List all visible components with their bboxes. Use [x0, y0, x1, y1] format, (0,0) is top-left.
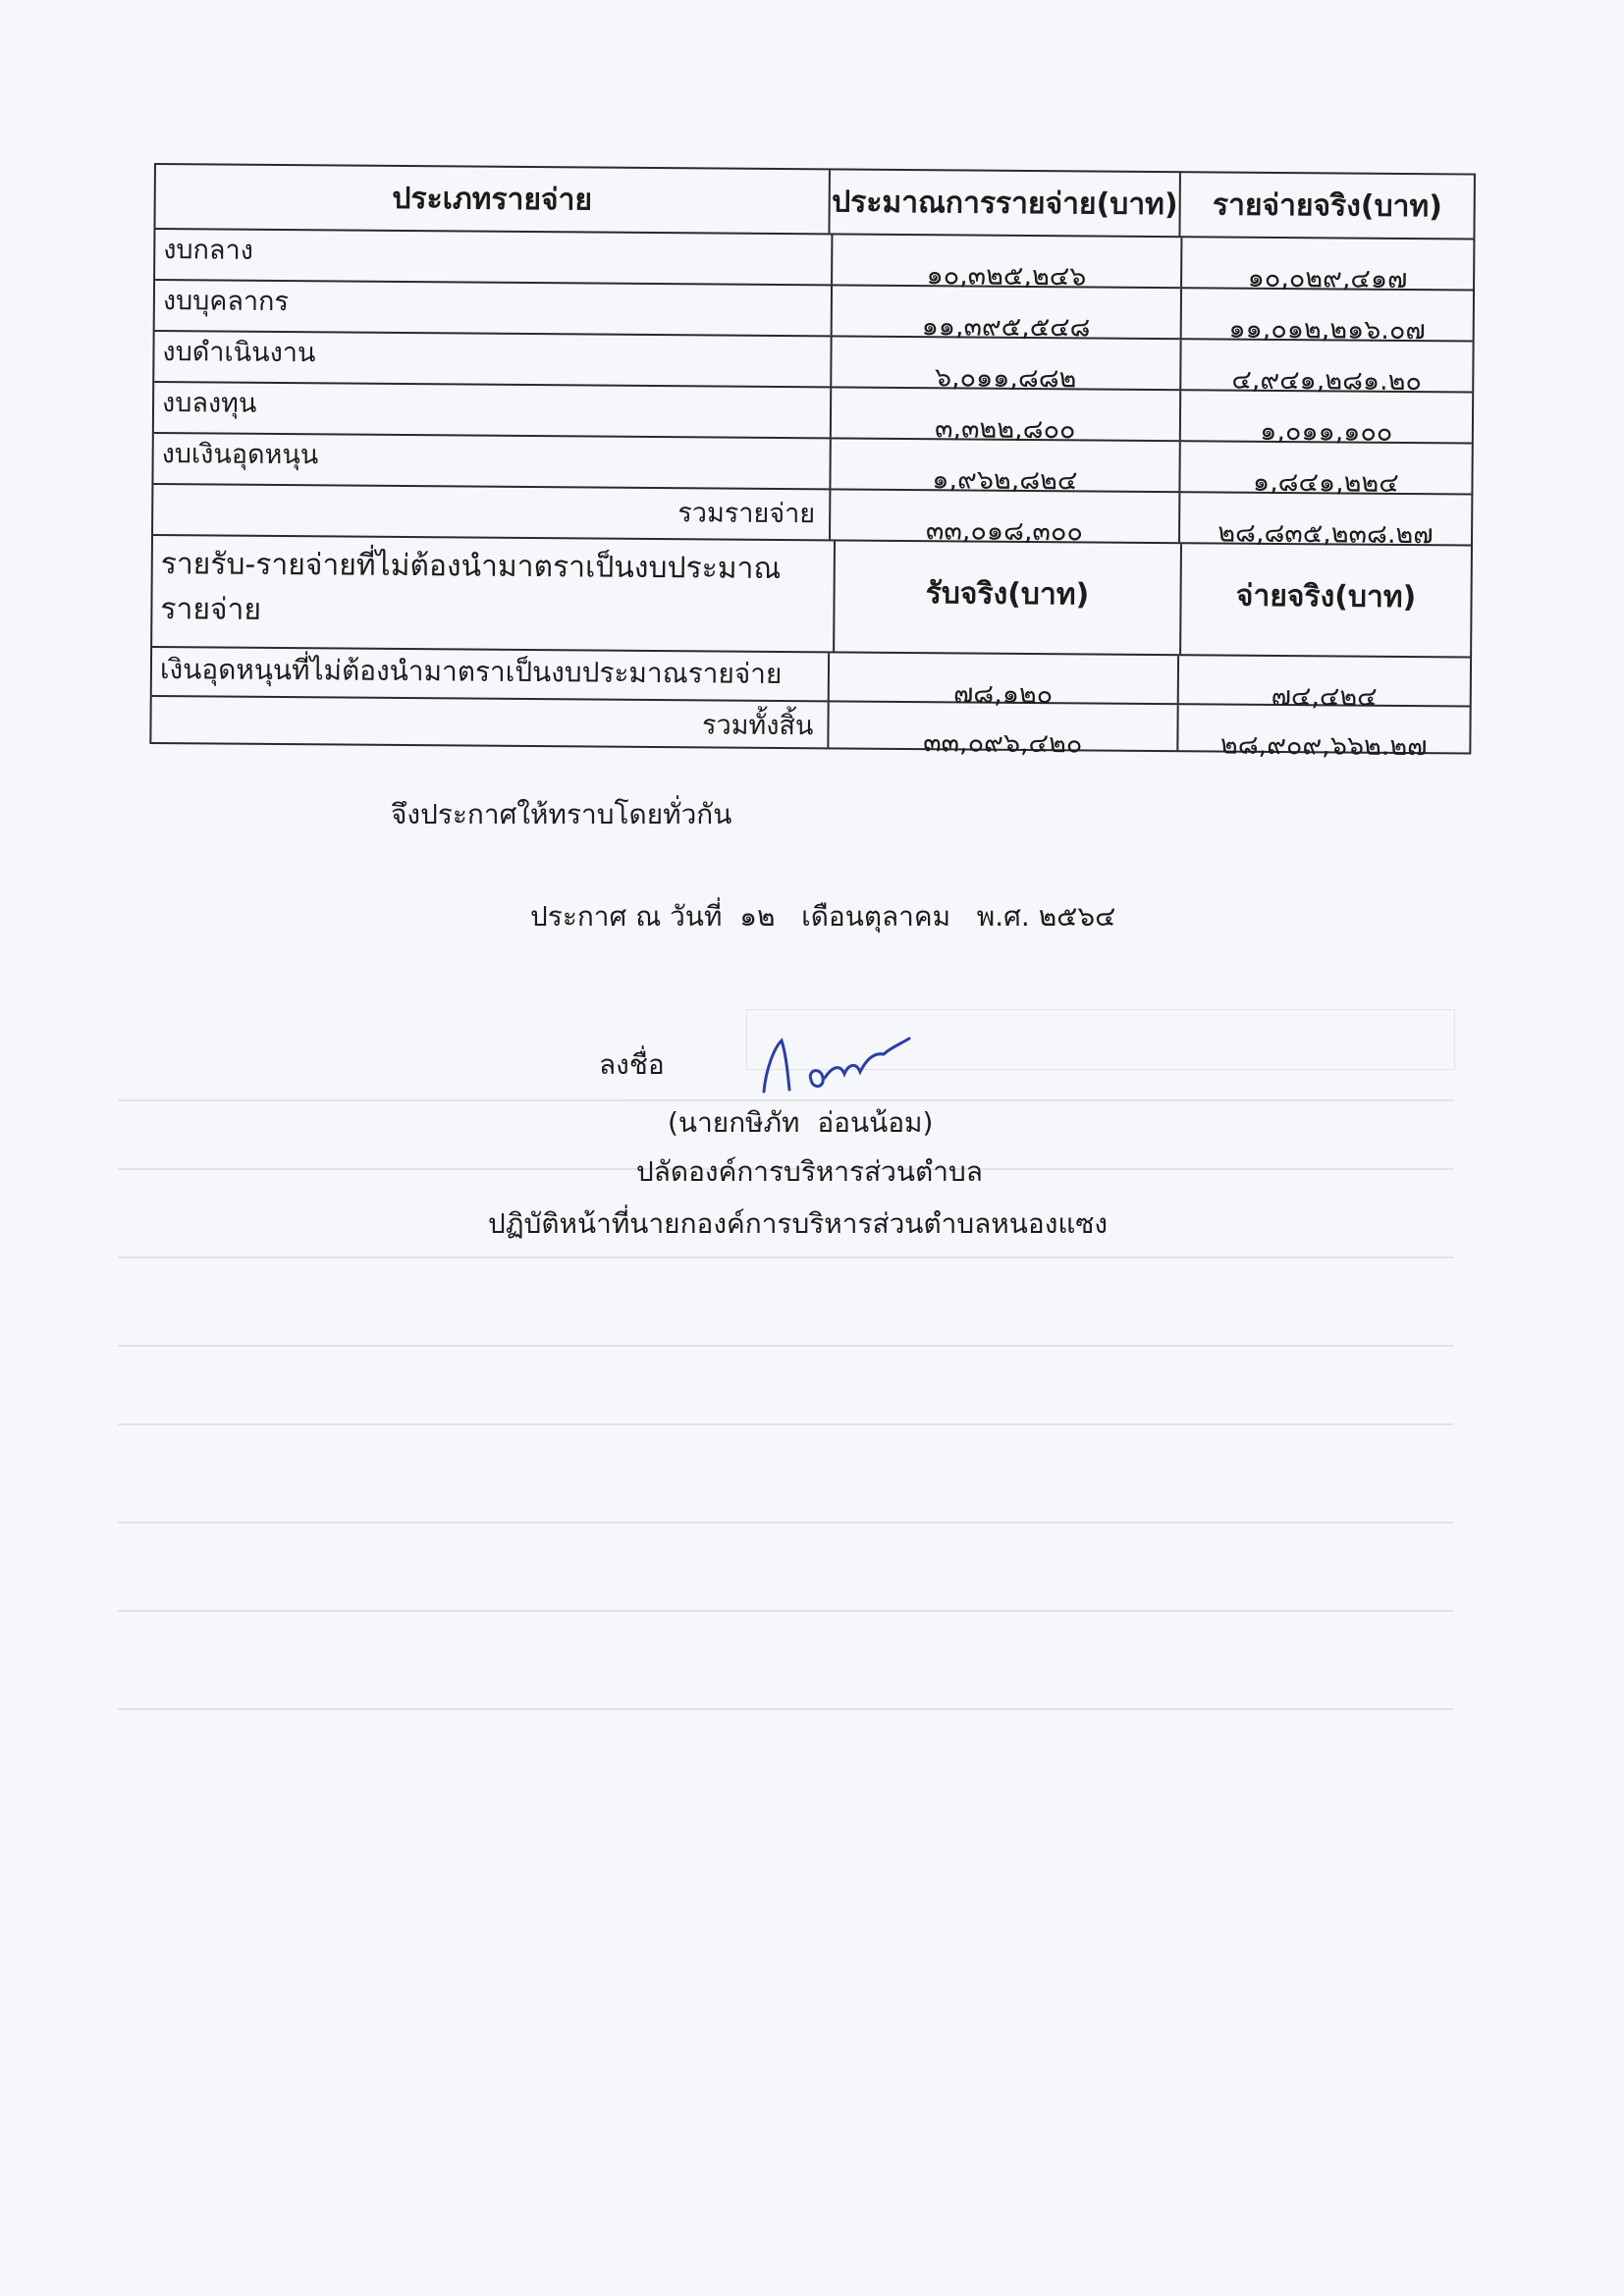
- row-label: งบลงทุน: [161, 388, 257, 419]
- header-actual: รายจ่ายจริง(บาท): [1212, 187, 1443, 224]
- row-actual: ๑๐,๐๒๙,๔๑๗: [1247, 262, 1408, 295]
- row-actual: ๑,๘๔๑,๒๒๔: [1252, 466, 1399, 499]
- section-label: รายรับ-รายจ่ายที่ไม่ต้องนำมาตราเป็นงบประมาณรายจ่าย: [152, 536, 836, 651]
- row-estimate: ๑๑,๓๙๕,๕๔๘: [921, 311, 1091, 344]
- signer-name: (นายกษิภัท อ่อนน้อม): [668, 1106, 934, 1139]
- row-estimate: ๖,๐๑๑,๘๘๒: [934, 362, 1077, 395]
- grand-total-label: รวมทั้งสิ้น: [701, 710, 814, 742]
- table-row: [155, 228, 1473, 295]
- grand-total-paid: ๒๘,๙๐๙,๖๖๒.๒๗: [1219, 729, 1428, 763]
- row-label: งบเงินอุดหนุน: [161, 439, 319, 471]
- table-header: [155, 165, 1473, 239]
- date-line: ประกาศ ณ วันที่ ๑๒ เดือนตุลาคม พ.ศ. ๒๕๖๔: [530, 900, 1116, 933]
- subsidy-received: ๗๘,๑๒๐: [952, 678, 1054, 711]
- sign-label: ลงชื่อ: [599, 1048, 665, 1081]
- row-estimate: ๑๐,๓๒๕,๒๔๖: [926, 260, 1087, 293]
- row-actual: ๑,๐๑๑,๑๐๐: [1260, 415, 1393, 448]
- subsidy-paid: ๗๔,๔๒๔: [1271, 680, 1378, 713]
- subtotal-label: รวมรายจ่าย: [677, 498, 816, 530]
- section-received-header: รับจริง(บาท): [835, 541, 1182, 654]
- grand-total-received: ๓๓,๐๙๖,๔๒๐: [923, 727, 1083, 760]
- expense-table: [149, 163, 1476, 763]
- row-estimate: ๓,๓๒๒,๘๐๐: [934, 413, 1076, 446]
- subsidy-row: [152, 646, 1470, 713]
- section-paid-header: จ่ายจริง(บาท): [1235, 578, 1417, 614]
- row-actual: ๑๑,๐๑๒,๒๑๖.๐๗: [1228, 313, 1426, 347]
- subtotal-actual: ๒๘,๘๓๕,๒๓๘.๒๗: [1218, 517, 1434, 551]
- section-header-row: [152, 534, 1471, 657]
- row-estimate: ๑,๙๖๒,๘๒๔: [932, 464, 1078, 497]
- row-label: งบกลาง: [163, 235, 253, 266]
- row-label: งบบุคลากร: [162, 286, 290, 318]
- header-estimate: ประมาณการรายจ่าย(บาท): [830, 170, 1181, 236]
- subsidy-label: เงินอุดหนุนที่ไม่ต้องนำมาตราเป็นงบประมาณรายจ่าย: [159, 653, 783, 691]
- signer-position: ปลัดองค์การบริหารส่วนตำบล: [636, 1155, 983, 1188]
- handwritten-signature: [752, 1031, 939, 1109]
- subtotal-estimate: ๓๓,๐๑๘,๓๐๐: [925, 515, 1084, 548]
- header-expense-type: ประเภทรายจ่าย: [155, 165, 830, 233]
- row-actual: ๔,๙๔๑,๒๘๑.๒๐: [1231, 364, 1423, 398]
- announcement-text: จึงประกาศให้ทราบโดยทั่วกัน: [391, 798, 732, 830]
- row-label: งบดำเนินงาน: [162, 337, 316, 369]
- signer-acting-position: ปฏิบัติหน้าที่นายกองค์การบริหารส่วนตำบลหนองแซง: [488, 1207, 1109, 1240]
